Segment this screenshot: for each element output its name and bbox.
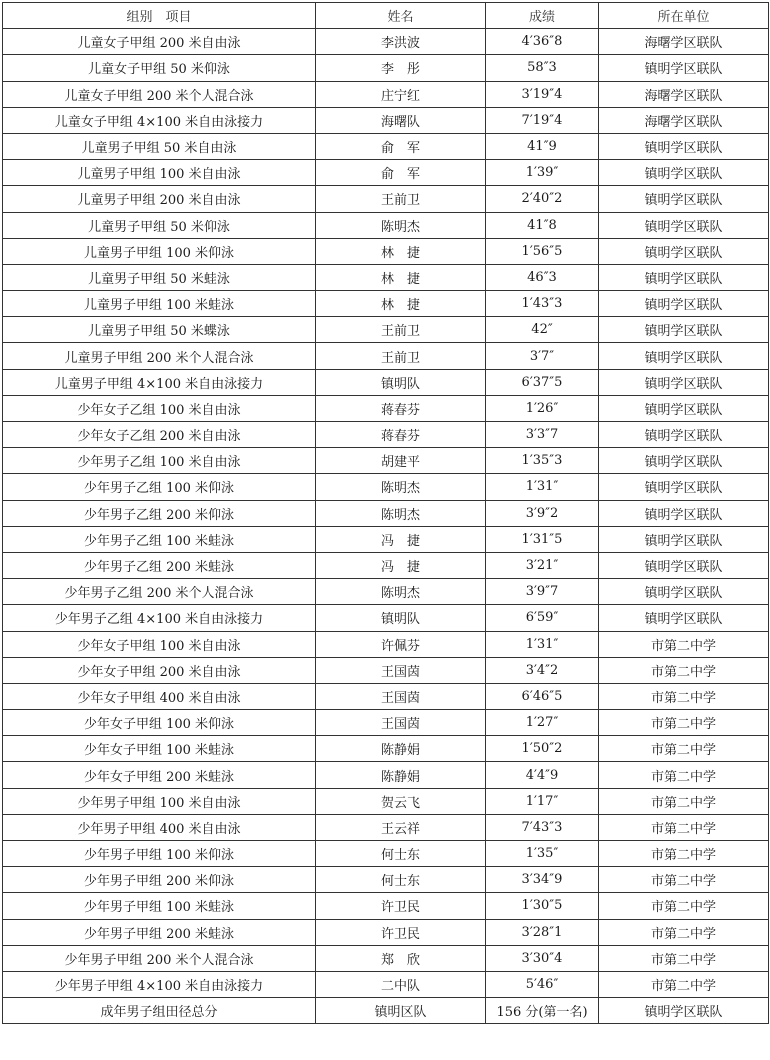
event-cell: 儿童女子甲组 4×100 米自由泳接力 bbox=[3, 107, 316, 133]
event-cell: 少年女子甲组 100 米蛙泳 bbox=[3, 736, 316, 762]
table-row bbox=[3, 526, 769, 552]
result-cell: 3′7″ bbox=[486, 343, 599, 369]
unit-cell: 市第二中学 bbox=[599, 971, 769, 997]
name-cell: 何士东 bbox=[316, 841, 486, 867]
name-cell: 胡建平 bbox=[316, 448, 486, 474]
event-cell: 少年女子甲组 100 米自由泳 bbox=[3, 631, 316, 657]
result-cell: 156 分(第一名) bbox=[486, 998, 599, 1024]
unit-cell: 镇明学区联队 bbox=[599, 579, 769, 605]
name-cell: 庄宁红 bbox=[316, 81, 486, 107]
unit-cell: 市第二中学 bbox=[599, 710, 769, 736]
table-row bbox=[3, 579, 769, 605]
results-table bbox=[2, 2, 769, 1024]
name-cell: 镇明队 bbox=[316, 369, 486, 395]
name-cell: 许卫民 bbox=[316, 893, 486, 919]
table-row bbox=[3, 107, 769, 133]
header-name: 姓名 bbox=[316, 3, 486, 29]
event-cell: 儿童女子甲组 50 米仰泳 bbox=[3, 55, 316, 81]
event-cell: 少年女子乙组 100 米自由泳 bbox=[3, 395, 316, 421]
event-cell: 少年女子甲组 200 米蛙泳 bbox=[3, 762, 316, 788]
result-cell: 2′40″2 bbox=[486, 186, 599, 212]
table-row bbox=[3, 55, 769, 81]
name-cell: 郑 欣 bbox=[316, 945, 486, 971]
result-cell: 1′31″ bbox=[486, 474, 599, 500]
table-row bbox=[3, 160, 769, 186]
result-cell: 1′39″ bbox=[486, 160, 599, 186]
event-cell: 少年男子乙组 100 米仰泳 bbox=[3, 474, 316, 500]
result-cell: 1′27″ bbox=[486, 710, 599, 736]
unit-cell: 镇明学区联队 bbox=[599, 291, 769, 317]
unit-cell: 镇明学区联队 bbox=[599, 133, 769, 159]
table-row bbox=[3, 605, 769, 631]
event-cell: 少年女子甲组 400 米自由泳 bbox=[3, 683, 316, 709]
header-result: 成绩 bbox=[486, 3, 599, 29]
unit-cell: 镇明学区联队 bbox=[599, 186, 769, 212]
event-cell: 少年男子甲组 100 米蛙泳 bbox=[3, 893, 316, 919]
name-cell: 陈明杰 bbox=[316, 474, 486, 500]
event-cell: 少年女子甲组 100 米仰泳 bbox=[3, 710, 316, 736]
table-row bbox=[3, 971, 769, 997]
event-cell: 少年男子乙组 100 米自由泳 bbox=[3, 448, 316, 474]
event-cell: 少年男子乙组 4×100 米自由泳接力 bbox=[3, 605, 316, 631]
name-cell: 许佩芬 bbox=[316, 631, 486, 657]
name-cell: 蒋春芬 bbox=[316, 422, 486, 448]
unit-cell: 市第二中学 bbox=[599, 814, 769, 840]
header-unit: 所在单位 bbox=[599, 3, 769, 29]
unit-cell: 镇明学区联队 bbox=[599, 369, 769, 395]
unit-cell: 市第二中学 bbox=[599, 788, 769, 814]
event-cell: 儿童男子甲组 100 米仰泳 bbox=[3, 238, 316, 264]
unit-cell: 市第二中学 bbox=[599, 762, 769, 788]
name-cell: 王国茵 bbox=[316, 657, 486, 683]
result-cell: 3′9″2 bbox=[486, 500, 599, 526]
name-cell: 王国茵 bbox=[316, 710, 486, 736]
table-row bbox=[3, 186, 769, 212]
unit-cell: 海曙学区联队 bbox=[599, 81, 769, 107]
name-cell: 陈明杰 bbox=[316, 500, 486, 526]
name-cell: 冯 捷 bbox=[316, 552, 486, 578]
table-row bbox=[3, 998, 769, 1024]
table-row bbox=[3, 448, 769, 474]
result-cell: 42″ bbox=[486, 317, 599, 343]
table-row bbox=[3, 788, 769, 814]
name-cell: 王国茵 bbox=[316, 683, 486, 709]
event-cell: 儿童男子甲组 50 米自由泳 bbox=[3, 133, 316, 159]
event-cell: 少年女子甲组 200 米自由泳 bbox=[3, 657, 316, 683]
result-cell: 3′19″4 bbox=[486, 81, 599, 107]
table-row bbox=[3, 422, 769, 448]
unit-cell: 镇明学区联队 bbox=[599, 55, 769, 81]
table-row bbox=[3, 395, 769, 421]
table-header bbox=[3, 3, 769, 29]
result-cell: 4′36″8 bbox=[486, 29, 599, 55]
result-cell: 1′17″ bbox=[486, 788, 599, 814]
result-cell: 1′50″2 bbox=[486, 736, 599, 762]
result-cell: 3′9″7 bbox=[486, 579, 599, 605]
event-cell: 儿童男子甲组 200 米个人混合泳 bbox=[3, 343, 316, 369]
table-row bbox=[3, 762, 769, 788]
unit-cell: 镇明学区联队 bbox=[599, 422, 769, 448]
name-cell: 蒋春芬 bbox=[316, 395, 486, 421]
name-cell: 林 捷 bbox=[316, 238, 486, 264]
unit-cell: 市第二中学 bbox=[599, 657, 769, 683]
event-cell: 少年男子甲组 200 米个人混合泳 bbox=[3, 945, 316, 971]
table-row bbox=[3, 945, 769, 971]
result-cell: 3′4″2 bbox=[486, 657, 599, 683]
name-cell: 二中队 bbox=[316, 971, 486, 997]
table-row bbox=[3, 29, 769, 55]
unit-cell: 镇明学区联队 bbox=[599, 160, 769, 186]
unit-cell: 镇明学区联队 bbox=[599, 448, 769, 474]
unit-cell: 市第二中学 bbox=[599, 919, 769, 945]
name-cell: 俞 军 bbox=[316, 160, 486, 186]
event-cell: 少年男子甲组 100 米仰泳 bbox=[3, 841, 316, 867]
event-cell: 儿童男子甲组 100 米蛙泳 bbox=[3, 291, 316, 317]
name-cell: 王前卫 bbox=[316, 186, 486, 212]
unit-cell: 市第二中学 bbox=[599, 945, 769, 971]
result-cell: 1′35″3 bbox=[486, 448, 599, 474]
event-cell: 少年男子甲组 400 米自由泳 bbox=[3, 814, 316, 840]
event-cell: 少年男子乙组 200 米仰泳 bbox=[3, 500, 316, 526]
event-cell: 少年男子甲组 100 米自由泳 bbox=[3, 788, 316, 814]
name-cell: 林 捷 bbox=[316, 291, 486, 317]
result-cell: 3′3″7 bbox=[486, 422, 599, 448]
table-row bbox=[3, 133, 769, 159]
table-row bbox=[3, 710, 769, 736]
result-cell: 3′30″4 bbox=[486, 945, 599, 971]
result-cell: 1′31″5 bbox=[486, 526, 599, 552]
result-cell: 5′46″ bbox=[486, 971, 599, 997]
table-row bbox=[3, 291, 769, 317]
table-row bbox=[3, 841, 769, 867]
result-cell: 7′43″3 bbox=[486, 814, 599, 840]
table-row bbox=[3, 500, 769, 526]
unit-cell: 镇明学区联队 bbox=[599, 238, 769, 264]
event-cell: 少年男子甲组 200 米蛙泳 bbox=[3, 919, 316, 945]
event-cell: 儿童男子甲组 50 米仰泳 bbox=[3, 212, 316, 238]
name-cell: 王前卫 bbox=[316, 317, 486, 343]
event-cell: 儿童男子甲组 50 米蝶泳 bbox=[3, 317, 316, 343]
table-row bbox=[3, 919, 769, 945]
unit-cell: 镇明学区联队 bbox=[599, 526, 769, 552]
result-cell: 1′35″ bbox=[486, 841, 599, 867]
header-event: 组别 项目 bbox=[3, 3, 316, 29]
unit-cell: 镇明学区联队 bbox=[599, 343, 769, 369]
unit-cell: 市第二中学 bbox=[599, 683, 769, 709]
unit-cell: 海曙学区联队 bbox=[599, 107, 769, 133]
name-cell: 何士东 bbox=[316, 867, 486, 893]
table-row bbox=[3, 736, 769, 762]
result-cell: 41″9 bbox=[486, 133, 599, 159]
result-cell: 6′59″ bbox=[486, 605, 599, 631]
header-row bbox=[3, 3, 769, 29]
name-cell: 海曙队 bbox=[316, 107, 486, 133]
table-row bbox=[3, 552, 769, 578]
table-row bbox=[3, 631, 769, 657]
result-cell: 6′37″5 bbox=[486, 369, 599, 395]
event-cell: 儿童男子甲组 4×100 米自由泳接力 bbox=[3, 369, 316, 395]
result-cell: 1′43″3 bbox=[486, 291, 599, 317]
table-row bbox=[3, 81, 769, 107]
result-cell: 41″8 bbox=[486, 212, 599, 238]
result-cell: 1′31″ bbox=[486, 631, 599, 657]
name-cell: 陈静娟 bbox=[316, 736, 486, 762]
name-cell: 王前卫 bbox=[316, 343, 486, 369]
name-cell: 李洪波 bbox=[316, 29, 486, 55]
table-row bbox=[3, 238, 769, 264]
name-cell: 镇明区队 bbox=[316, 998, 486, 1024]
name-cell: 李 彤 bbox=[316, 55, 486, 81]
name-cell: 镇明队 bbox=[316, 605, 486, 631]
event-cell: 成年男子组田径总分 bbox=[3, 998, 316, 1024]
table-row bbox=[3, 867, 769, 893]
name-cell: 陈明杰 bbox=[316, 579, 486, 605]
table-row bbox=[3, 343, 769, 369]
result-cell: 7′19″4 bbox=[486, 107, 599, 133]
result-cell: 4′4″9 bbox=[486, 762, 599, 788]
name-cell: 林 捷 bbox=[316, 264, 486, 290]
table-row bbox=[3, 212, 769, 238]
result-cell: 1′56″5 bbox=[486, 238, 599, 264]
event-cell: 少年女子乙组 200 米自由泳 bbox=[3, 422, 316, 448]
event-cell: 少年男子乙组 200 米个人混合泳 bbox=[3, 579, 316, 605]
event-cell: 儿童男子甲组 100 米自由泳 bbox=[3, 160, 316, 186]
unit-cell: 镇明学区联队 bbox=[599, 474, 769, 500]
unit-cell: 镇明学区联队 bbox=[599, 317, 769, 343]
unit-cell: 镇明学区联队 bbox=[599, 264, 769, 290]
unit-cell: 市第二中学 bbox=[599, 867, 769, 893]
name-cell: 贺云飞 bbox=[316, 788, 486, 814]
name-cell: 陈静娟 bbox=[316, 762, 486, 788]
unit-cell: 镇明学区联队 bbox=[599, 395, 769, 421]
name-cell: 冯 捷 bbox=[316, 526, 486, 552]
table-body bbox=[3, 29, 769, 1024]
name-cell: 俞 军 bbox=[316, 133, 486, 159]
unit-cell: 市第二中学 bbox=[599, 893, 769, 919]
result-cell: 3′21″ bbox=[486, 552, 599, 578]
event-cell: 少年男子乙组 200 米蛙泳 bbox=[3, 552, 316, 578]
result-cell: 6′46″5 bbox=[486, 683, 599, 709]
result-cell: 46″3 bbox=[486, 264, 599, 290]
table-row bbox=[3, 317, 769, 343]
table-row bbox=[3, 814, 769, 840]
unit-cell: 镇明学区联队 bbox=[599, 605, 769, 631]
event-cell: 少年男子甲组 4×100 米自由泳接力 bbox=[3, 971, 316, 997]
unit-cell: 镇明学区联队 bbox=[599, 212, 769, 238]
unit-cell: 镇明学区联队 bbox=[599, 998, 769, 1024]
unit-cell: 镇明学区联队 bbox=[599, 552, 769, 578]
table-row bbox=[3, 264, 769, 290]
unit-cell: 市第二中学 bbox=[599, 631, 769, 657]
result-cell: 1′30″5 bbox=[486, 893, 599, 919]
unit-cell: 市第二中学 bbox=[599, 841, 769, 867]
result-cell: 58″3 bbox=[486, 55, 599, 81]
unit-cell: 海曙学区联队 bbox=[599, 29, 769, 55]
unit-cell: 市第二中学 bbox=[599, 736, 769, 762]
table-row bbox=[3, 474, 769, 500]
event-cell: 少年男子乙组 100 米蛙泳 bbox=[3, 526, 316, 552]
result-cell: 3′34″9 bbox=[486, 867, 599, 893]
event-cell: 儿童女子甲组 200 米自由泳 bbox=[3, 29, 316, 55]
event-cell: 儿童男子甲组 50 米蛙泳 bbox=[3, 264, 316, 290]
event-cell: 儿童女子甲组 200 米个人混合泳 bbox=[3, 81, 316, 107]
event-cell: 少年男子甲组 200 米仰泳 bbox=[3, 867, 316, 893]
table-row bbox=[3, 369, 769, 395]
name-cell: 王云祥 bbox=[316, 814, 486, 840]
name-cell: 陈明杰 bbox=[316, 212, 486, 238]
event-cell: 儿童男子甲组 200 米自由泳 bbox=[3, 186, 316, 212]
result-cell: 3′28″1 bbox=[486, 919, 599, 945]
name-cell: 许卫民 bbox=[316, 919, 486, 945]
table-row bbox=[3, 683, 769, 709]
table-row bbox=[3, 893, 769, 919]
unit-cell: 镇明学区联队 bbox=[599, 500, 769, 526]
table-row bbox=[3, 657, 769, 683]
result-cell: 1′26″ bbox=[486, 395, 599, 421]
